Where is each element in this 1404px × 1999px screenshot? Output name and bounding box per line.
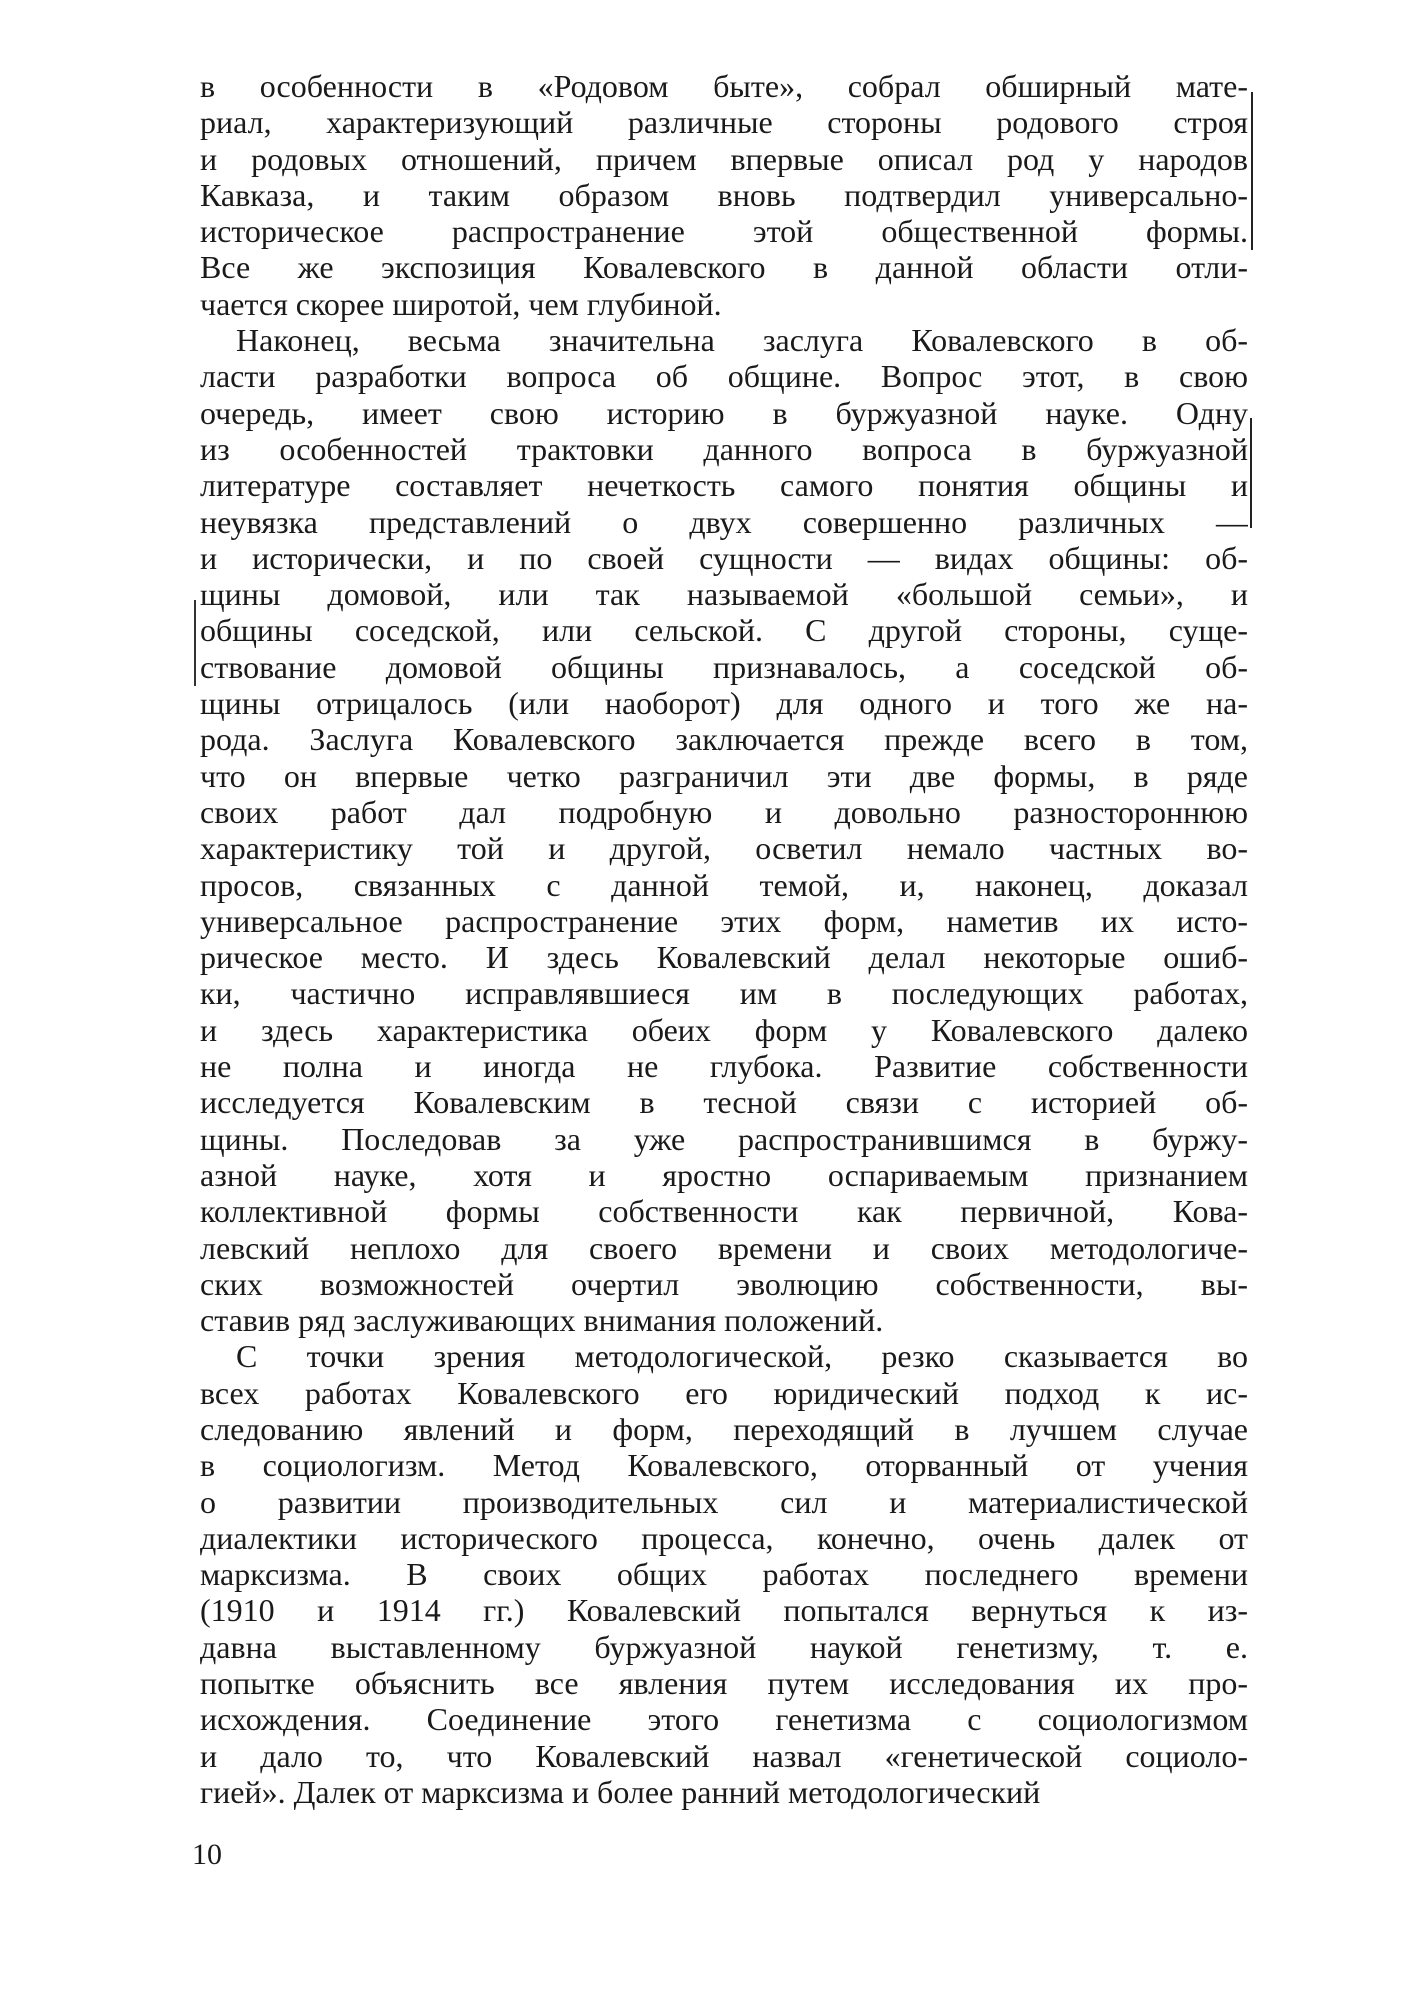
text-line: ласти разработки вопроса об общине. Вопрос этот, в свою bbox=[200, 358, 1248, 395]
text-line: гией». Далек от марксизма и более ранний методологический bbox=[200, 1773, 1041, 1810]
text-line: очередь, имеет свою историю в буржуазной науке. Одну bbox=[200, 394, 1248, 431]
text-line: просов, связанных с данной темой, и, наконец, доказал bbox=[200, 866, 1248, 903]
text-line: ских возможностей очертил эволюцию собственности, вы- bbox=[200, 1265, 1248, 1302]
margin-rule-right bbox=[1251, 92, 1253, 250]
text-line: в особенности в «Родовом быте», собрал обширный мате- bbox=[200, 68, 1248, 104]
text-line: ки, частично исправлявшиеся им в последующих работах, bbox=[200, 975, 1248, 1012]
text-line: историческое распространение этой общественной формы. bbox=[200, 213, 1248, 250]
text-line: общины соседской, или сельской. С другой стороны, суще- bbox=[200, 612, 1248, 649]
text-line: универсальное распространение этих форм, наметив их исто- bbox=[200, 902, 1248, 939]
text-line: давна выставленному буржуазной наукой генетизму, т. е. bbox=[200, 1628, 1248, 1665]
page-number: 10 bbox=[192, 1838, 222, 1871]
text-line: азной науке, хотя и яростно оспариваемым признанием bbox=[200, 1156, 1248, 1193]
text-line: рическое место. И здесь Ковалевский делал некоторые ошиб- bbox=[200, 939, 1248, 976]
text-line: ставив ряд заслуживающих внимания положений. bbox=[200, 1302, 884, 1339]
text-line: чается скорее широтой, чем глубиной. bbox=[200, 285, 722, 322]
text-line: в социологизм. Метод Ковалевского, оторванный от учения bbox=[200, 1447, 1248, 1484]
text-line: Кавказа, и таким образом вновь подтвердил универсально- bbox=[200, 176, 1248, 213]
text-line: литературе составляет нечеткость самого понятия общины и bbox=[200, 467, 1248, 504]
text-line: левский неплохо для своего времени и своих методологиче- bbox=[200, 1229, 1248, 1266]
text-line: риал, характеризующий различные стороны родового строя bbox=[200, 104, 1248, 141]
text-line: коллективной формы собственности как первичной, Кова- bbox=[200, 1193, 1248, 1230]
text-line: неувязка представлений о двух совершенно различных — bbox=[200, 503, 1248, 540]
margin-rule-left bbox=[194, 600, 196, 686]
text-line: попытке объяснить все явления путем исследования их про- bbox=[200, 1665, 1248, 1702]
text-line: и дало то, что Ковалевский назвал «генетической социоло- bbox=[200, 1737, 1248, 1774]
text-line: Все же экспозиция Ковалевского в данной области отли- bbox=[200, 249, 1248, 286]
text-line: своих работ дал подробную и довольно разностороннюю bbox=[200, 793, 1248, 830]
body-text bbox=[200, 68, 1248, 1810]
text-line: что он впервые четко разграничил эти две формы, в ряде bbox=[200, 757, 1248, 794]
text-line: из особенностей трактовки данного вопроса в буржуазной bbox=[200, 430, 1248, 467]
text-line: исследуется Ковалевским в тесной связи с историей об- bbox=[200, 1084, 1248, 1121]
text-line: следованию явлений и форм, переходящий в лучшем случае bbox=[200, 1410, 1248, 1447]
text-line: рода. Заслуга Ковалевского заключается прежде всего в том, bbox=[200, 721, 1248, 758]
text-line: С точки зрения методологической, резко сказывается во bbox=[236, 1338, 1248, 1375]
text-line: Наконец, весьма значительна заслуга Ковалевского в об- bbox=[236, 322, 1248, 359]
text-line: и исторически, и по своей сущности — видах общины: об- bbox=[200, 539, 1248, 576]
text-line: марксизма. В своих общих работах последнего времени bbox=[200, 1556, 1248, 1593]
text-line: характеристику той и другой, осветил немало частных во- bbox=[200, 830, 1248, 867]
text-line: щины домовой, или так называемой «большой семьи», и bbox=[200, 576, 1248, 613]
text-line: о развитии производительных сил и материалистической bbox=[200, 1483, 1248, 1520]
text-line: (1910 и 1914 гг.) Ковалевский попытался вернуться к из- bbox=[200, 1592, 1248, 1629]
text-line: ствование домовой общины признавалось, а соседской об- bbox=[200, 648, 1248, 685]
text-line: не полна и иногда не глубока. Развитие собственности bbox=[200, 1048, 1248, 1085]
text-line: диалектики исторического процесса, конечно, очень далек от bbox=[200, 1519, 1248, 1556]
text-line: и родовых отношений, причем впервые описал род у народов bbox=[200, 140, 1248, 177]
margin-rule-right-lower bbox=[1250, 418, 1252, 528]
text-line: щины. Последовав за уже распространившимся в буржу- bbox=[200, 1120, 1248, 1157]
text-line: всех работах Ковалевского его юридический подход к ис- bbox=[200, 1374, 1248, 1411]
text-line: и здесь характеристика обеих форм у Ковалевского далеко bbox=[200, 1011, 1248, 1048]
text-line: щины отрицалось (или наоборот) для одного и того же на- bbox=[200, 685, 1248, 722]
text-line: исхождения. Соединение этого генетизма с социологизмом bbox=[200, 1701, 1248, 1738]
